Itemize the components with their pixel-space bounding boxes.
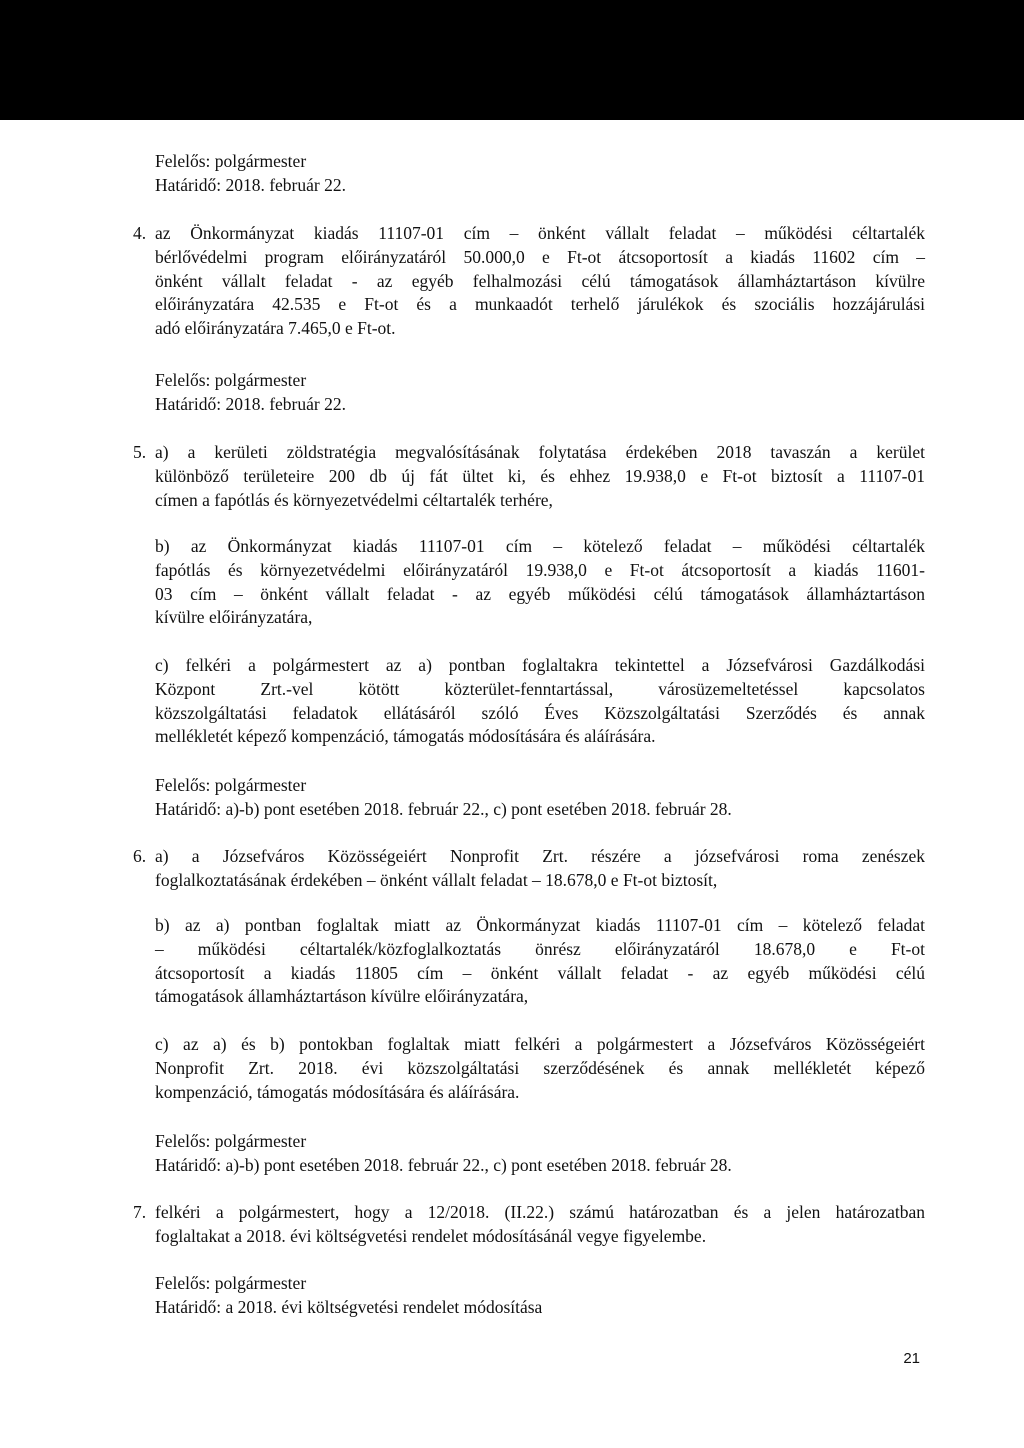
item-line: az Önkormányzat kiadás 11107-01 cím – önként vállalt feladat – működési céltartalék [155,223,925,243]
item-line: b) az a) pontban foglaltak miatt az Önkormányzat kiadás 11107-01 cím – kötelező feladat [155,915,925,935]
resolution-item-6a [133,845,925,893]
resolution-item-6b [155,914,925,1009]
resolution-item-5a [133,441,925,512]
item-line: kompenzáció, támogatás módosítására és aláírására. [155,1081,520,1102]
resolution-item-4 [133,222,925,341]
responsibility-block [155,369,346,417]
responsibility-block [155,150,346,198]
item-line: önként vállalt feladat - az egyéb felhalmozási célú támogatások államháztartáson kívülre [155,270,925,291]
resolution-item-6c [155,1033,925,1104]
responsible-line: Felelős: polgármester [155,370,307,390]
item-line: címen a fapótlás és környezetvédelmi céltartalék terhére, [155,489,553,510]
resolution-item-5c [155,654,925,749]
item-line: fapótlás és környezetvédelmi előirányzatáról 19.938,0 e Ft-ot átcsoportosít a kiadás 11601- [155,559,925,580]
scan-dark-band [0,0,1024,120]
item-line: felkéri a polgármestert, hogy a 12/2018. (II.22.) számú határozatban és a jelen határozatban [155,1202,925,1222]
item-line: foglalkoztatásának érdekében – önként vállalt feladat – 18.678,0 e Ft-ot biztosít, [155,869,718,890]
deadline-line: Határidő: a)-b) pont esetében 2018. február 22., c) pont esetében 2018. február 28. [155,1154,732,1175]
deadline-line: Határidő: a 2018. évi költségvetési rendelet módosítása [155,1296,543,1317]
item-line: különböző területeire 200 db új fát ültet ki, és ehhez 19.938,0 e Ft-ot biztosít a 11107-01 [155,465,925,486]
item-line: Nonprofit Zrt. 2018. évi közszolgáltatási szerződésének és annak mellékletét képező [155,1057,925,1078]
responsible-line: Felelős: polgármester [155,775,307,795]
resolution-item-5b [155,535,925,630]
item-line: mellékletét képező kompenzáció, támogatás módosítására és aláírására. [155,726,656,747]
item-line: a) a kerületi zöldstratégia megvalósításának folytatása érdekében 2018 tavaszán a kerület [155,442,925,462]
responsible-line: Felelős: polgármester [155,1273,307,1293]
item-line: – működési céltartalék/közfoglalkoztatás önrész előirányzatáról 18.678,0 e Ft-ot [155,938,925,959]
item-number: 4. [133,223,147,243]
item-line: kívülre előirányzatára, [155,607,313,628]
item-number: 5. [133,442,147,462]
item-number: 6. [133,846,147,866]
deadline-line: Határidő: 2018. február 22. [155,393,346,414]
item-line: b) az Önkormányzat kiadás 11107-01 cím – kötelező feladat – működési céltartalék [155,536,925,556]
item-line: támogatások államháztartáson kívülre előirányzatára, [155,986,529,1007]
responsible-line: Felelős: polgármester [155,151,307,171]
responsible-line: Felelős: polgármester [155,1131,307,1151]
deadline-line: Határidő: 2018. február 22. [155,174,346,195]
page-number: 21 [903,1350,920,1367]
responsibility-block [155,1130,732,1178]
item-line: előirányzatára 42.535 e Ft-ot és a munkaadót terhelő járulékok és szociális hozzájárulási [155,294,925,315]
item-line: közszolgáltatási feladatok ellátásáról szóló Éves Közszolgáltatási Szerződés és annak [155,702,925,723]
item-number: 7. [133,1202,147,1222]
item-line: adó előirányzatára 7.465,0 e Ft-ot. [155,318,396,339]
item-line: bérlővédelmi program előirányzatáról 50.000,0 e Ft-ot átcsoportosít a kiadás 11602 cím – [155,246,925,267]
responsibility-block [155,774,732,822]
item-line: 03 cím – önként vállalt feladat - az egyéb működési célú támogatások államháztartáson [155,583,925,604]
item-line: c) az a) és b) pontokban foglaltak miatt felkéri a polgármestert a Józsefváros Közösségeiért [155,1034,925,1054]
item-line: átcsoportosít a kiadás 11805 cím – önként vállalt feladat - az egyéb működési célú [155,962,925,983]
responsibility-block [155,1272,542,1320]
item-line: a) a Józsefváros Közösségeiért Nonprofit Zrt. részére a józsefvárosi roma zenészek [155,846,925,866]
item-line: foglaltakat a 2018. évi költségvetési rendelet módosításánál vegye figyelembe. [155,1225,707,1246]
item-line: c) felkéri a polgármestert az a) pontban foglaltakra tekintettel a Józsefvárosi Gazdálkodási [155,655,925,675]
resolution-item-7 [133,1201,925,1249]
item-line: Központ Zrt.-vel kötött közterület-fenntartással, városüzemeltetéssel kapcsolatos [155,678,925,699]
deadline-line: Határidő: a)-b) pont esetében 2018. február 22., c) pont esetében 2018. február 28. [155,798,732,819]
